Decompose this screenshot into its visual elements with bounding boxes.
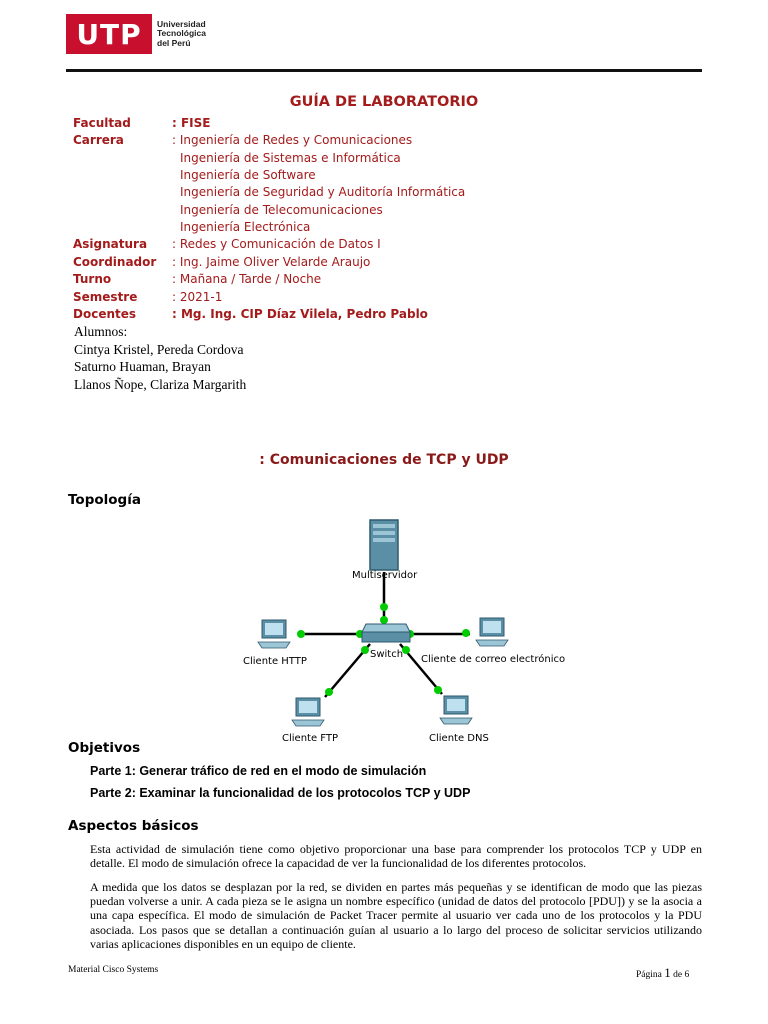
topologia-heading: Topología (68, 492, 141, 508)
header-rule (66, 69, 702, 72)
page-suffix: de 6 (673, 970, 690, 980)
coordinador-value: : Ing. Jaime Oliver Velarde Araujo (172, 255, 371, 269)
page-prefix: Página (636, 970, 662, 980)
dot-switch-bl (361, 646, 369, 654)
logo-line-1: Universidad (157, 18, 206, 29)
semestre-label: Semestre (73, 290, 138, 304)
aspectos-paragraph-2: A medida que los datos se desplazan por la red, se dividen en partes más pequeñas y se identifican de modo que las piezas puedan volverse a unir. A cada pieza se le asigna un nombre específico (unidad de datos del protocolo [PDU]) y se la asocia a una capa específica. El modo de simulación de Packet Tracer permite al usuario ver cada uno de los protocolos y la PDU asociada. Los pasos que se detallan a continuación guían al usuario a lo largo del proceso de solicitar servicios utilizando varias aplicaciones disponibles en un equipo de cliente. (90, 880, 702, 951)
utp-logo (66, 14, 206, 54)
docentes-value: : Mg. Ing. CIP Díaz Vilela, Pedro Pablo (172, 307, 428, 321)
asignatura-label: Asignatura (73, 237, 148, 251)
label-email: Cliente de correo electrónico (421, 654, 566, 665)
computer-http-icon (258, 620, 290, 648)
carrera-value-5: Ingeniería de Telecomunicaciones (180, 203, 383, 217)
label-ftp: Cliente FTP (282, 733, 338, 744)
label-server: Multiservidor (352, 570, 418, 581)
label-switch: Switch (370, 649, 404, 660)
logo-letters: UTP (66, 14, 152, 54)
coordinador-label: Coordinador (73, 255, 157, 269)
dot-switch-top (380, 616, 388, 624)
docentes-label: Docentes (73, 307, 137, 321)
computer-ftp-icon (292, 698, 324, 726)
semestre-value: : 2021-1 (172, 290, 223, 304)
alumnos-label: Alumnos: (74, 324, 128, 339)
switch-icon (362, 624, 410, 642)
turno-value: : Mañana / Tarde / Noche (172, 272, 322, 286)
carrera-value-3: Ingeniería de Software (180, 168, 316, 182)
asignatura-value: : Redes y Comunicación de Datos I (172, 237, 381, 251)
page-current: 1 (664, 965, 671, 980)
section-title: : Comunicaciones de TCP y UDP (259, 452, 509, 468)
dot-server (380, 603, 388, 611)
page-title: GUÍA DE LABORATORIO (289, 94, 479, 110)
label-http: Cliente HTTP (243, 656, 307, 667)
objetivo-parte-2: Parte 2: Examinar la funcionalidad de los protocolos TCP y UDP (90, 786, 471, 800)
alumno-2: Saturno Huaman, Brayan (74, 359, 211, 374)
dot-dns (434, 686, 442, 694)
alumno-1: Cintya Kristel, Pereda Cordova (74, 342, 244, 357)
label-dns: Cliente DNS (429, 733, 489, 744)
footer-source: Material Cisco Systems (68, 965, 159, 975)
carrera-value-6: Ingeniería Electrónica (180, 220, 311, 234)
dot-switch-br (402, 646, 410, 654)
carrera-value-4: Ingeniería de Seguridad y Auditoría Informática (180, 185, 466, 199)
alumno-3: Llanos Ñope, Clariza Margarith (74, 377, 247, 392)
objetivos-heading: Objetivos (68, 740, 141, 756)
logo-line-2: Tecnológica (157, 28, 206, 39)
logo-line-3: del Perú (157, 37, 191, 48)
carrera-label: Carrera (73, 133, 124, 147)
logo-university-name (157, 20, 206, 49)
carrera-value-1: : Ingeniería de Redes y Comunicaciones (172, 133, 413, 147)
dot-http (297, 630, 305, 638)
aspectos-paragraph-1: Esta actividad de simulación tiene como objetivo proporcionar una base para comprender los protocolos TCP y UDP en detalle. El modo de simulación ofrece la capacidad de ver la funcionalidad de los diferentes protocolos. (90, 842, 702, 871)
footer-page-number (636, 965, 689, 981)
facultad-label: Facultad (73, 116, 131, 130)
aspectos-heading: Aspectos básicos (68, 818, 199, 834)
carrera-value-2: Ingeniería de Sistemas e Informática (180, 151, 401, 165)
computer-email-icon (476, 618, 508, 646)
topology-diagram (230, 512, 590, 748)
turno-label: Turno (73, 272, 112, 286)
facultad-value: : FISE (172, 116, 211, 130)
computer-dns-icon (440, 696, 472, 724)
dot-email (462, 629, 470, 637)
server-icon (370, 520, 398, 570)
objetivo-parte-1: Parte 1: Generar tráfico de red en el modo de simulación (90, 764, 427, 778)
dot-ftp (325, 688, 333, 696)
